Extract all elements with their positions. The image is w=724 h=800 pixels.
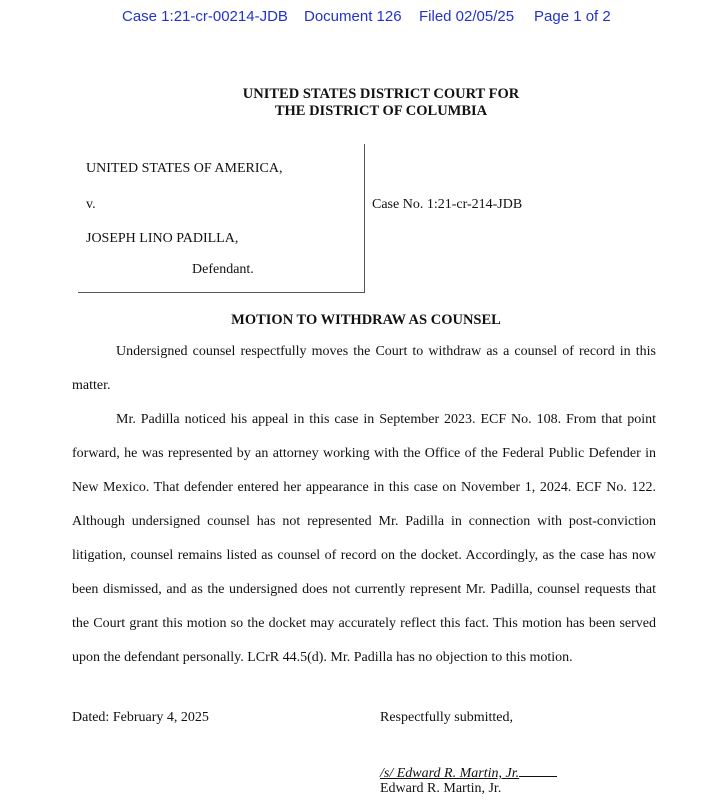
case-number: Case No. 1:21-cr-214-JDB	[372, 197, 523, 212]
motion-title	[0, 312, 724, 329]
paragraph-text: Mr. Padilla noticed his appeal in this case in September 2023. ECF No. 108. From that point forward, he was represented by an attorney working with the Office of the Federal Public Defender in New Mexico. That defender entered her appearance in this case on November 1, 2024. ECF No. 122. Although undersigned counsel has not represented Mr. Padilla in connection with post-conviction litigation, counsel remains listed as counsel of record on the docket. Accordingly, as the case has now been dismissed, and as the undersigned does not currently represent Mr. Padilla, counsel requests that the Court grant this motion so the docket may accurately reflect this fact. This motion has been served upon the defendant personally. LCrR 44.5(d). Mr. Padilla has no objection to this motion.	[72, 412, 656, 665]
dated-line: Dated: February 4, 2025	[72, 710, 209, 725]
electronic-signature: /s/ Edward R. Martin, Jr.	[380, 766, 520, 781]
ecf-page-count: Page 1 of 2	[534, 8, 611, 25]
body-paragraph-2	[72, 403, 656, 675]
caption-versus: v.	[86, 197, 96, 212]
ecf-case-number: Case 1:21-cr-00214-JDB	[122, 8, 288, 25]
motion-title-text: MOTION TO WITHDRAW AS COUNSEL	[231, 312, 501, 328]
signature-blank-line	[519, 764, 557, 777]
caption-defendant-label: Defendant.	[192, 262, 254, 277]
signer-name: Edward R. Martin, Jr.	[380, 781, 502, 796]
court-heading-line-2: THE DISTRICT OF COLUMBIA	[274, 103, 488, 119]
respectfully-submitted: Respectfully submitted,	[380, 710, 513, 725]
body-paragraph-1	[72, 335, 656, 403]
ecf-document-number: Document 126	[304, 8, 402, 25]
court-heading	[0, 86, 724, 120]
ecf-filed-date: Filed 02/05/25	[419, 8, 515, 25]
caption-defendant: JOSEPH LINO PADILLA,	[86, 231, 239, 246]
paragraph-text: Undersigned counsel respectfully moves the Court to withdraw as a counsel of record in this matter.	[72, 344, 656, 393]
court-heading-line-1: UNITED STATES DISTRICT COURT FOR	[242, 86, 520, 102]
signature-line	[380, 764, 557, 782]
caption-plaintiff: UNITED STATES OF AMERICA,	[86, 161, 283, 176]
ecf-header	[0, 8, 724, 30]
case-caption-box	[78, 144, 365, 293]
